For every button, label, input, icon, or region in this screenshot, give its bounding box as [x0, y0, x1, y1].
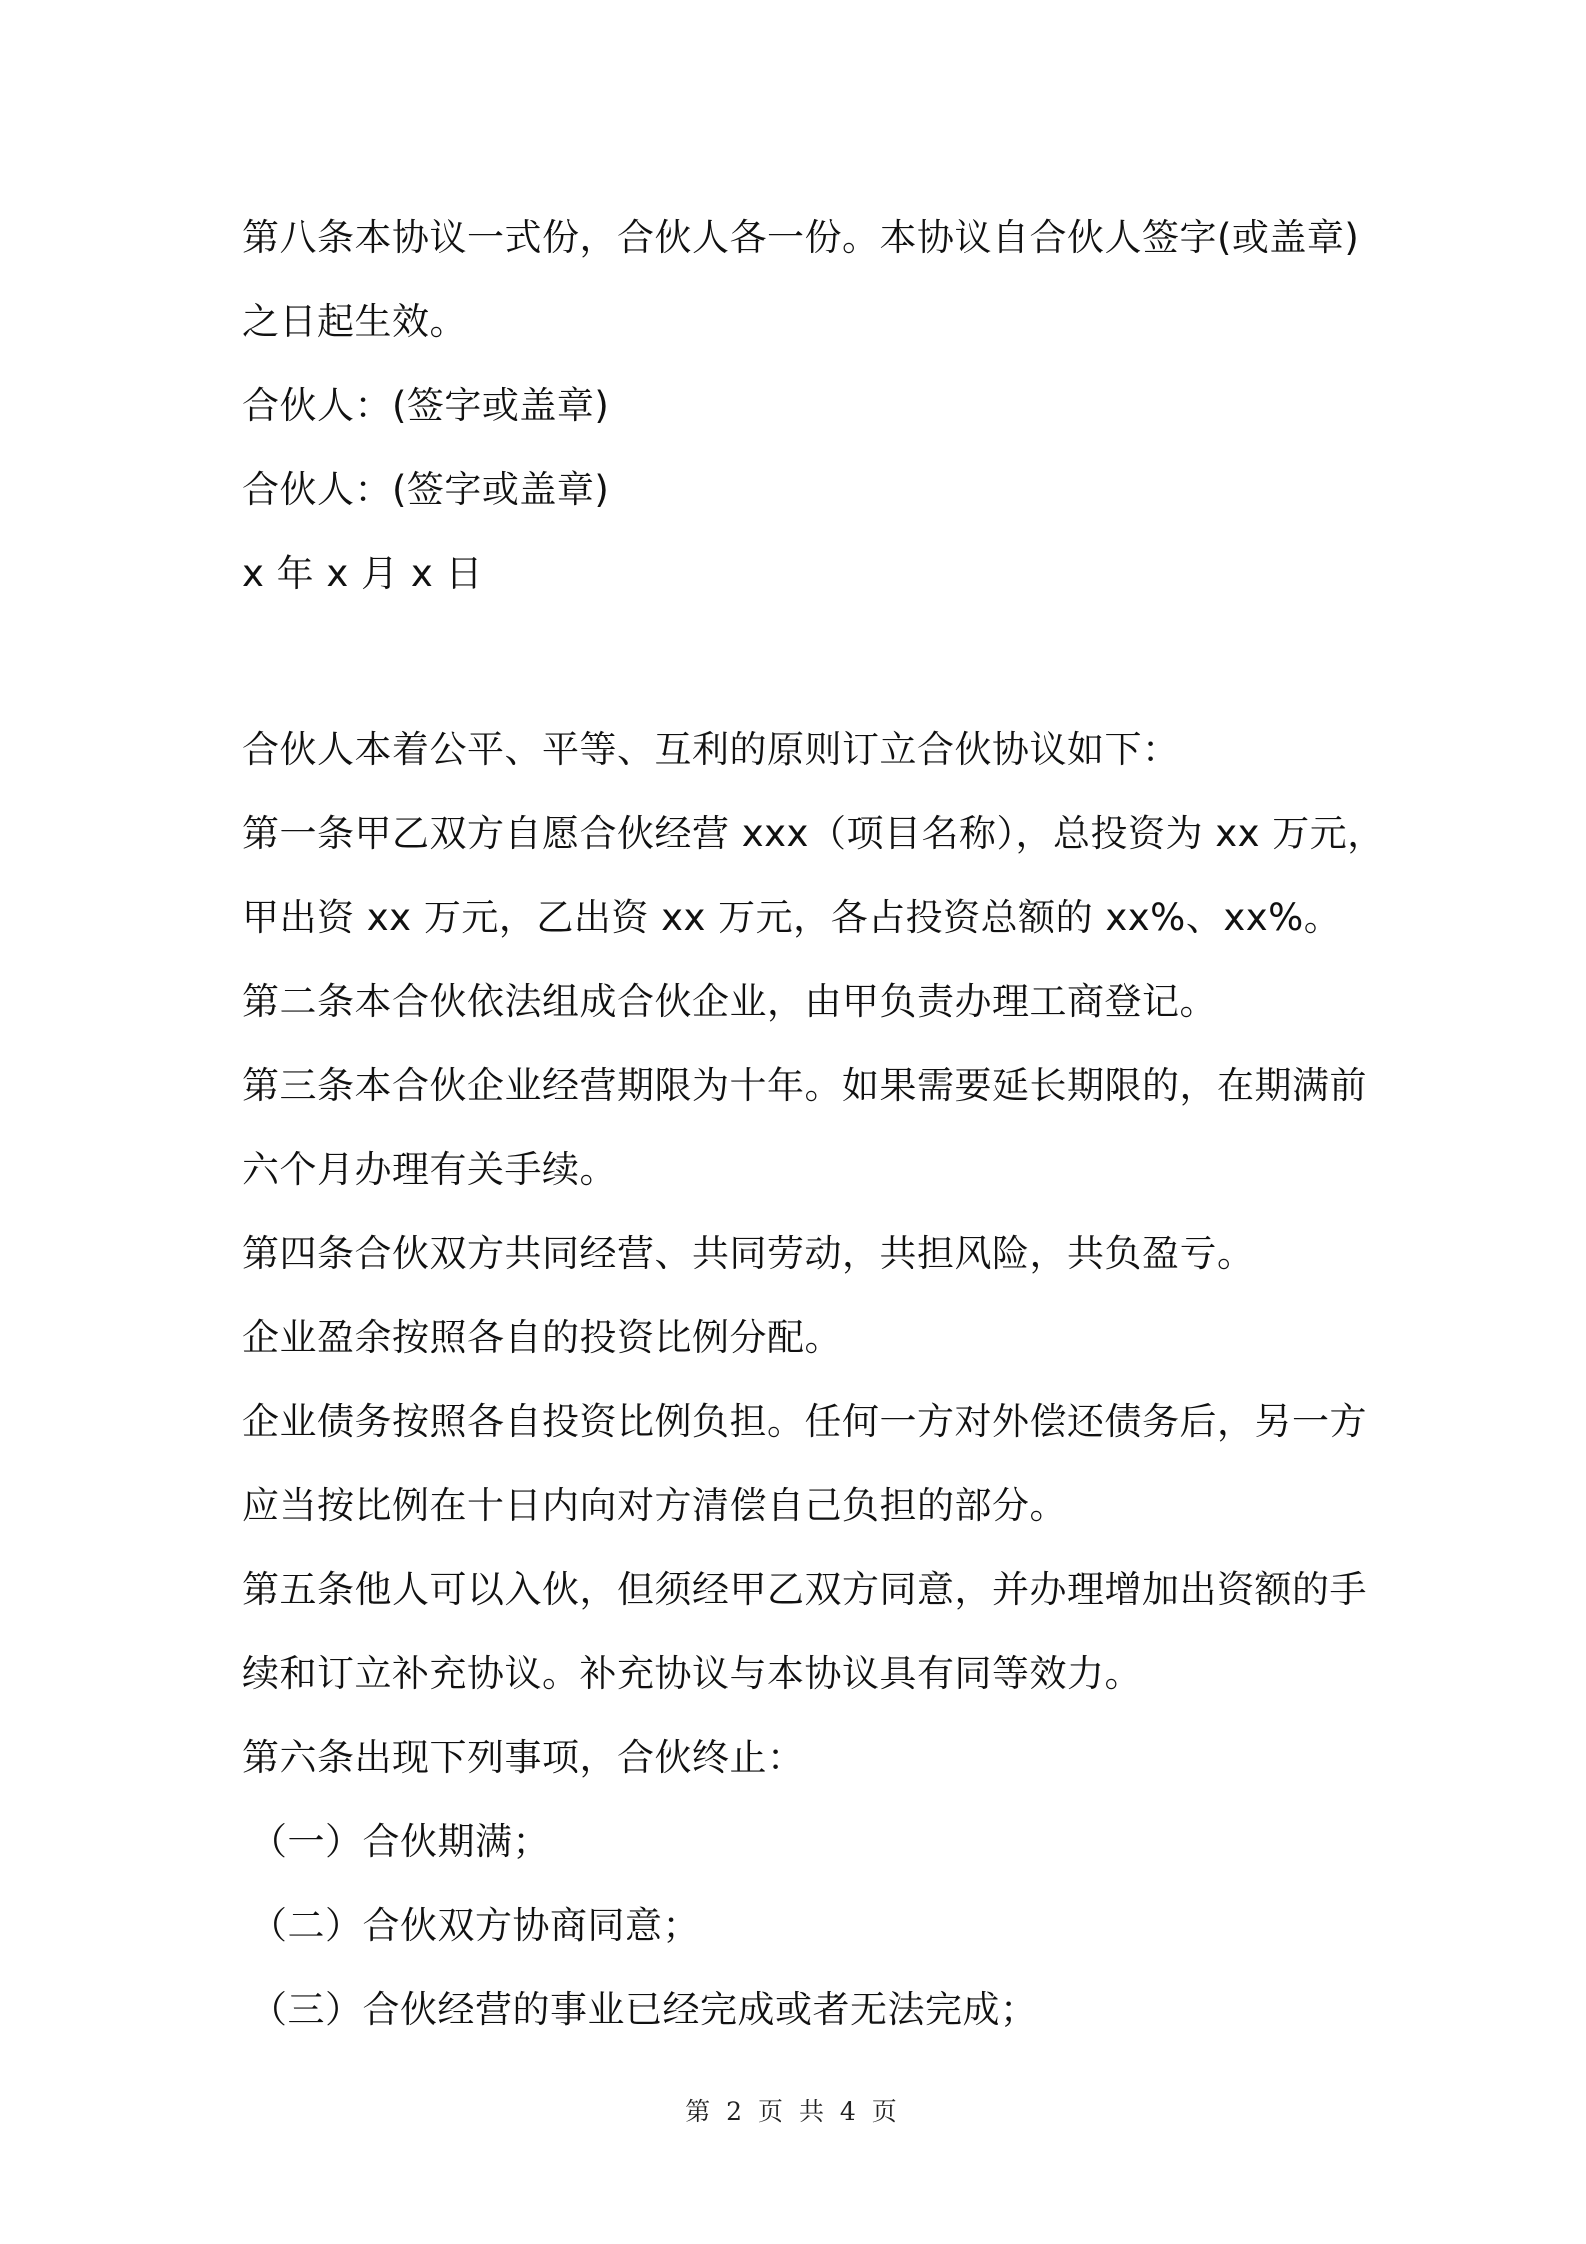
signature-section: [242, 196, 1362, 616]
debt-line-1: 企业债务按照各自投资比例负担。任何一方对外偿还债务后，另一方: [242, 1400, 1367, 1443]
termination-item-3: （三）合伙经营的事业已经完成或者无法完成；: [250, 1988, 1038, 2031]
partner-signature-2: 合伙人：(签字或盖章): [242, 468, 610, 511]
termination-item-1: （一）合伙期满；: [250, 1820, 550, 1863]
partner-signature-1: 合伙人：(签字或盖章): [242, 384, 610, 427]
termination-item-2: （二）合伙双方协商同意；: [250, 1904, 700, 1947]
article-4-line: 第四条合伙双方共同经营、共同劳动，共担风险，共负盈亏。: [242, 1232, 1255, 1275]
section-spacer: [242, 616, 1362, 708]
article-5-line-1: 第五条他人可以入伙，但须经甲乙双方同意，并办理增加出资额的手: [242, 1568, 1367, 1611]
debt-line-2: 应当按比例在十日内向对方清偿自己负担的部分。: [242, 1484, 1067, 1527]
article-2-line: 第二条本合伙依法组成合伙企业，由甲负责办理工商登记。: [242, 980, 1217, 1023]
article-3-line-2: 六个月办理有关手续。: [242, 1148, 617, 1191]
signing-date: x 年 x 月 x 日: [242, 552, 483, 595]
article-8-line-1: 第八条本协议一式份，合伙人各一份。本协议自合伙人签字(或盖章): [242, 216, 1360, 259]
article-3-line-1: 第三条本合伙企业经营期限为十年。如果需要延长期限的，在期满前: [242, 1064, 1367, 1107]
article-6-line: 第六条出现下列事项，合伙终止：: [242, 1736, 805, 1779]
article-8-line-2: 之日起生效。: [242, 300, 467, 343]
article-5-line-2: 续和订立补充协议。补充协议与本协议具有同等效力。: [242, 1652, 1142, 1695]
document-body: [242, 196, 1385, 2052]
article-1-line-2: 甲出资 xx 万元，乙出资 xx 万元，各占投资总额的 xx%、xx%。: [242, 896, 1342, 939]
profit-distribution-line: 企业盈余按照各自的投资比例分配。: [242, 1316, 842, 1359]
agreement-intro: 合伙人本着公平、平等、互利的原则订立合伙协议如下：: [242, 728, 1180, 771]
article-1-line-1: 第一条甲乙双方自愿合伙经营 xxx（项目名称），总投资为 xx 万元，: [242, 812, 1385, 855]
page-number-footer: 第 2 页 共 4 页: [685, 2097, 901, 2126]
agreement-section: [242, 708, 1385, 2052]
